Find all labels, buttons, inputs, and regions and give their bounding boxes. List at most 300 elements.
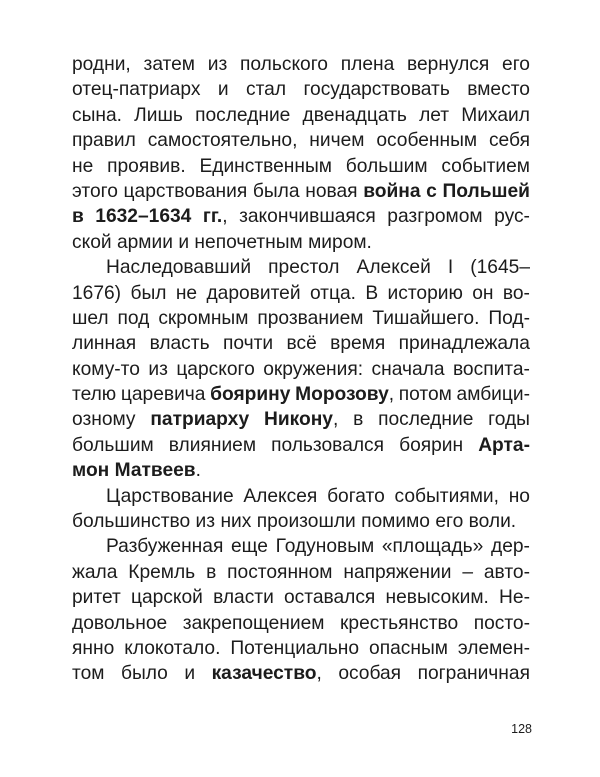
word: [118, 306, 150, 331]
word-part: разгромом: [387, 206, 483, 228]
word-part: элемен-: [457, 637, 530, 659]
word-part: I: [447, 257, 454, 279]
word-part: государствовать: [303, 79, 450, 101]
word: [134, 103, 183, 128]
word-part: армии: [116, 231, 173, 253]
word-part: но: [508, 485, 530, 507]
word: [220, 509, 251, 534]
body-text: [72, 52, 530, 687]
word-part: не: [72, 155, 94, 177]
word: [472, 281, 493, 306]
word: [441, 154, 530, 179]
bold-term: казачество: [211, 663, 317, 685]
word-part: дер-: [491, 536, 530, 558]
word: [467, 77, 530, 102]
word: [268, 255, 339, 280]
word-part: –: [462, 561, 473, 583]
word-part: большим: [72, 434, 154, 456]
word-part: царствования: [123, 180, 248, 202]
text-line: [72, 611, 530, 636]
word: [509, 484, 530, 509]
word-part: Не-: [499, 587, 530, 609]
text-line: [72, 52, 530, 77]
word: [484, 560, 530, 585]
word: [388, 281, 463, 306]
word-part: воспита-: [452, 358, 530, 380]
word-part: (1645–: [470, 257, 530, 279]
word-part: правил: [72, 130, 136, 152]
word-part: кому-то: [72, 358, 140, 380]
word: [150, 407, 249, 432]
text-line: [72, 128, 530, 153]
word: [72, 154, 93, 179]
word: [107, 154, 186, 179]
word: [327, 484, 385, 509]
word-part: особенным: [376, 130, 478, 152]
word: [106, 255, 251, 280]
word-part: из: [195, 511, 216, 533]
word-part: особая: [338, 663, 402, 685]
word: [448, 255, 453, 280]
word: [443, 179, 530, 204]
word-part: крестьянство: [340, 612, 459, 634]
word: [72, 230, 112, 255]
word-part: невысоким.: [385, 587, 489, 609]
word-part: жала: [72, 561, 118, 583]
text-line: [72, 204, 530, 229]
word-part: воли.: [468, 511, 517, 533]
word-part: ритет: [72, 587, 121, 609]
word: [382, 534, 483, 559]
word-part: царской: [130, 587, 203, 609]
bold-term: Арта-: [478, 434, 530, 456]
text-line: [72, 77, 530, 102]
word-part: том: [72, 663, 105, 685]
word-part: отца.: [309, 282, 356, 304]
text-line: [72, 636, 530, 661]
word: [338, 661, 401, 686]
word-part: посто-: [473, 612, 530, 634]
word: [212, 661, 322, 686]
word: [131, 585, 203, 610]
word: [489, 128, 530, 153]
word: [488, 407, 530, 432]
word: [117, 230, 173, 255]
word: [491, 534, 530, 559]
word: [418, 661, 530, 686]
bold-term: гг.: [202, 206, 223, 228]
word: [72, 77, 200, 102]
word: [453, 357, 530, 382]
word-part: родни,: [72, 54, 131, 75]
bold-term: война: [363, 180, 421, 202]
word: [499, 585, 530, 610]
word-part: богато: [327, 485, 385, 507]
word: [341, 52, 395, 77]
word-part: его: [502, 54, 530, 75]
word: [176, 281, 197, 306]
word: [72, 560, 117, 585]
word: [121, 382, 206, 407]
word-part: отец-патриарх: [72, 79, 201, 101]
word: [308, 230, 372, 255]
word: [148, 357, 168, 382]
text-line: [72, 357, 530, 382]
word-part: во-: [502, 282, 530, 304]
word: [144, 52, 195, 77]
word-part: клокотало.: [124, 637, 221, 659]
word: [239, 204, 376, 229]
word: [257, 306, 363, 331]
word: [257, 509, 356, 534]
bold-term: мон: [72, 460, 110, 482]
word-part: ,: [316, 663, 322, 685]
word-part: сначала: [371, 358, 445, 380]
word: [72, 357, 140, 382]
word-part: потом: [398, 384, 452, 406]
word-part: вернулся: [407, 54, 490, 75]
word: [227, 560, 332, 585]
word: [240, 52, 328, 77]
word-part: ничем: [309, 130, 365, 152]
word: [218, 77, 229, 102]
word-part: плена: [340, 54, 395, 75]
text-line: [72, 433, 530, 458]
word: [72, 636, 114, 661]
word: [195, 103, 290, 128]
word-part: сына.: [72, 104, 122, 126]
word-part: произошли: [256, 511, 356, 533]
word-part: рус-: [494, 206, 530, 228]
text-line: [72, 306, 530, 331]
word: [372, 306, 479, 331]
word: [176, 357, 254, 382]
word-part: Царствование: [106, 485, 234, 507]
text-line: [72, 154, 530, 179]
word-part: напряжении: [343, 561, 452, 583]
word: [72, 128, 136, 153]
word: [95, 204, 191, 229]
word: [72, 585, 121, 610]
word-part: ,: [388, 384, 395, 406]
word: [206, 560, 216, 585]
word-part: пользовался: [271, 434, 385, 456]
word: [231, 534, 268, 559]
word-part: престол: [268, 257, 340, 279]
word: [470, 255, 530, 280]
word-part: озному: [72, 409, 136, 431]
word-part: историю: [387, 282, 463, 304]
word: [72, 382, 116, 407]
text-line: [72, 331, 530, 356]
word-part: Кремль: [128, 561, 196, 583]
word-part: постоянном: [227, 561, 333, 583]
bold-term: с: [426, 180, 437, 202]
text-line: [72, 382, 530, 407]
text-line: [72, 560, 530, 585]
text-line: [72, 407, 530, 432]
word-part: миром.: [308, 231, 372, 253]
text-line: [72, 484, 530, 509]
word-part: ,: [332, 409, 339, 431]
word: [372, 357, 445, 382]
word: [295, 382, 394, 407]
word: [72, 407, 136, 432]
word: [72, 433, 154, 458]
word: [340, 611, 458, 636]
word: [376, 128, 477, 153]
word: [206, 281, 300, 306]
word: [169, 433, 256, 458]
word-part: Годуновым: [275, 536, 375, 558]
word-part: последние: [378, 409, 474, 431]
word-part: довольное: [72, 612, 168, 634]
word: [210, 382, 290, 407]
word: [213, 585, 274, 610]
word-part: Михаил: [461, 104, 530, 126]
word: [106, 484, 234, 509]
word: [474, 611, 530, 636]
word: [124, 636, 220, 661]
word: [399, 382, 452, 407]
word: [461, 103, 530, 128]
word-part: авто-: [483, 561, 530, 583]
word-part: 1676): [72, 282, 122, 304]
word-part: под: [117, 307, 150, 329]
word-part: и: [217, 79, 229, 101]
word: [502, 52, 530, 77]
word: [264, 407, 338, 432]
word: [276, 534, 375, 559]
word-part: Алексей: [356, 257, 431, 279]
word-part: янно: [72, 637, 115, 659]
word: [230, 636, 359, 661]
bold-term: в: [72, 206, 84, 228]
text-line: [72, 661, 530, 686]
bold-term: Никону: [263, 409, 333, 431]
word-part: в: [206, 561, 217, 583]
word-part: Единственным: [199, 155, 332, 177]
word: [199, 154, 332, 179]
word: [72, 661, 104, 686]
word: [72, 103, 122, 128]
word: [284, 585, 375, 610]
word: [309, 128, 364, 153]
page-number: 128: [511, 722, 532, 736]
word-part: стал: [245, 79, 287, 101]
word-part: в: [353, 409, 364, 431]
word: [196, 509, 216, 534]
word-part: Тишайшего.: [372, 307, 480, 329]
word: [343, 560, 451, 585]
word: [303, 103, 407, 128]
word: [386, 585, 489, 610]
word: [72, 611, 167, 636]
word-part: затем: [143, 54, 195, 75]
word-part: оставался: [283, 587, 376, 609]
word-part: даровитей: [206, 282, 301, 304]
word: [488, 306, 530, 331]
word: [462, 560, 473, 585]
word-part: было: [120, 663, 168, 685]
word-part: В: [365, 282, 379, 304]
word-part: опасным: [369, 637, 448, 659]
word-part: из: [148, 358, 168, 380]
word: [310, 281, 356, 306]
word-part: последние: [195, 104, 291, 126]
word: [150, 331, 210, 356]
word-part: окружения:: [263, 358, 364, 380]
word-part: событиями,: [394, 485, 499, 507]
word: [121, 661, 168, 686]
word-part: власть: [149, 333, 210, 355]
word-part: амбици-: [456, 384, 530, 406]
word: [457, 382, 530, 407]
word-part: новая: [305, 180, 358, 202]
word-part: из: [207, 54, 228, 75]
word-part: влиянием: [168, 434, 257, 456]
word: [363, 179, 420, 204]
word-part: пограничная: [417, 663, 530, 685]
bold-term: патриарху: [150, 409, 250, 431]
word: [395, 484, 499, 509]
word: [208, 52, 228, 77]
word: [378, 407, 473, 432]
word-part: линная: [72, 333, 137, 355]
word: [246, 77, 286, 102]
word-part: годы: [488, 409, 530, 431]
word-part: двенадцать: [302, 104, 407, 126]
word-part: проявив.: [107, 155, 186, 177]
word: [303, 77, 449, 102]
text-line: [72, 458, 530, 483]
word: [194, 230, 302, 255]
word: [494, 204, 530, 229]
word-part: и: [178, 231, 190, 253]
word: [263, 357, 363, 382]
text-line: [72, 255, 530, 280]
word-part: «площадь»: [381, 536, 484, 558]
word-part: Разбуженная: [106, 536, 224, 558]
word: [178, 230, 189, 255]
word-part: скромным: [158, 307, 249, 329]
word-part: .: [195, 460, 201, 482]
word-part: всё: [286, 333, 317, 355]
word-part: ской: [72, 231, 112, 253]
word: [72, 281, 121, 306]
word: [469, 509, 516, 534]
word: [387, 204, 482, 229]
word: [72, 204, 84, 229]
word: [203, 204, 228, 229]
bold-term: Польшей: [442, 180, 530, 202]
word: [361, 509, 430, 534]
word: [346, 154, 428, 179]
bold-term: Морозову: [295, 384, 389, 406]
word-part: боярин: [399, 434, 464, 456]
text-line: [72, 534, 530, 559]
word-part: Лишь: [134, 104, 183, 126]
word-part: событием: [441, 155, 530, 177]
text-line: [72, 281, 530, 306]
bold-term: боярину: [210, 384, 291, 406]
word-part: ,: [222, 206, 228, 228]
word: [72, 458, 109, 483]
word-part: вместо: [467, 79, 530, 101]
word-part: он: [472, 282, 494, 304]
text-line: [72, 509, 530, 534]
word: [72, 509, 190, 534]
text-line: [72, 103, 530, 128]
word-part: прозванием: [257, 307, 364, 329]
word-part: и: [184, 663, 196, 685]
bold-term: Матвеев: [114, 460, 196, 482]
word-part: непочетным: [194, 231, 303, 253]
word: [72, 52, 131, 77]
word-part: закончившаяся: [239, 206, 376, 228]
word: [115, 458, 201, 483]
word-part: была: [252, 180, 300, 202]
word: [72, 306, 109, 331]
word-part: этого: [72, 180, 118, 202]
word-part: Потенциально: [230, 637, 360, 659]
text-line: [72, 179, 530, 204]
word: [369, 636, 448, 661]
word-part: большим: [345, 155, 428, 177]
word: [184, 661, 195, 686]
word: [72, 331, 136, 356]
word: [365, 281, 378, 306]
word: [458, 636, 530, 661]
word: [253, 179, 300, 204]
word-part: лет: [419, 104, 450, 126]
word-part: Под-: [488, 307, 530, 329]
word: [435, 509, 463, 534]
word-part: помимо: [361, 511, 430, 533]
word-part: телю: [72, 384, 117, 406]
text-line: [72, 230, 530, 255]
word-part: время: [330, 333, 386, 355]
word: [503, 281, 530, 306]
word-part: царевича: [120, 384, 206, 406]
word: [128, 560, 195, 585]
word: [399, 433, 463, 458]
word: [353, 407, 363, 432]
word: [106, 534, 223, 559]
bold-term: 1632–1634: [95, 206, 192, 228]
word-part: закрепощением: [182, 612, 325, 634]
word-part: себя: [488, 130, 530, 152]
word-part: шел: [72, 307, 109, 329]
word-part: принадлежала: [398, 333, 530, 355]
word-part: почти: [222, 333, 274, 355]
word: [357, 255, 431, 280]
word-part: не: [175, 282, 198, 304]
word: [407, 52, 489, 77]
word: [72, 179, 118, 204]
word-part: был: [130, 282, 167, 304]
word: [243, 484, 317, 509]
word-part: Наследовавший: [106, 257, 252, 279]
word: [130, 281, 166, 306]
word: [287, 331, 317, 356]
word-part: них: [220, 511, 252, 533]
word: [158, 306, 248, 331]
word-part: польского: [240, 54, 328, 75]
word: [399, 331, 530, 356]
word-part: Алексея: [243, 485, 318, 507]
word: [223, 331, 273, 356]
